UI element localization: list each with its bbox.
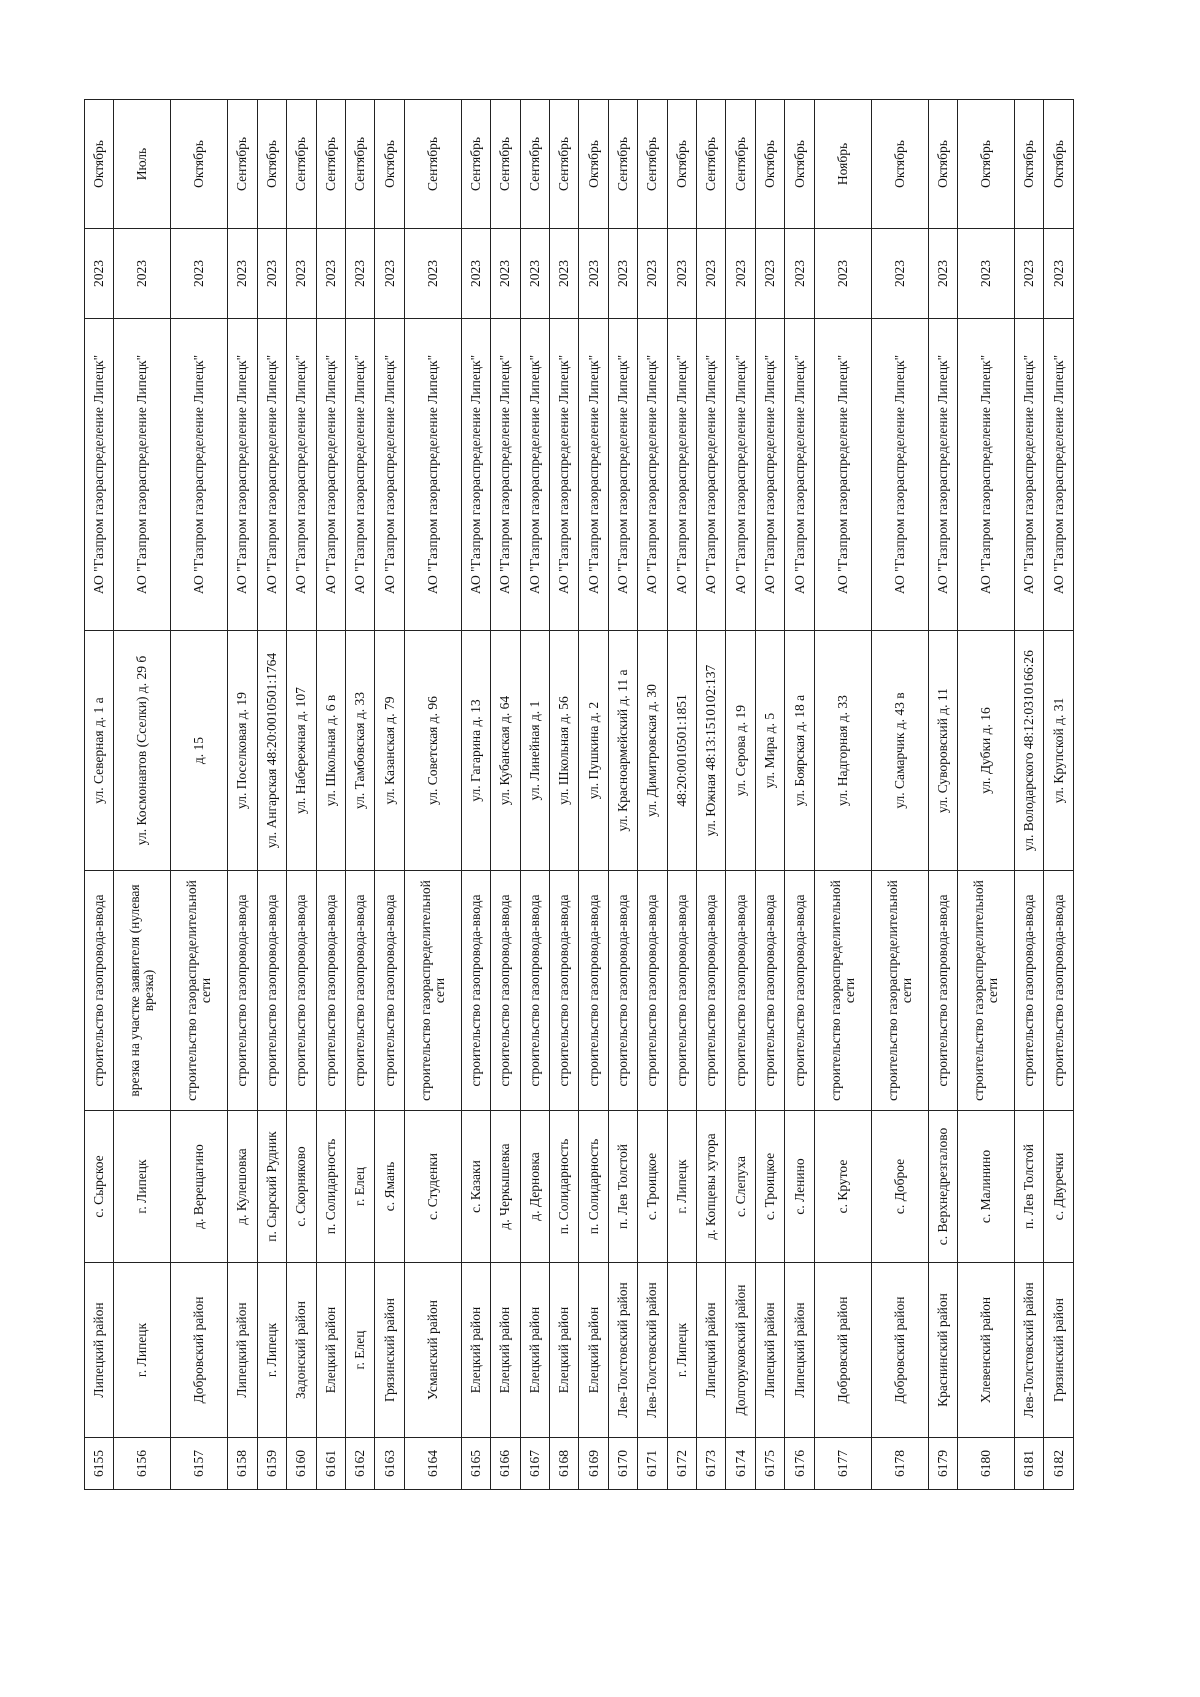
address-cell: ул. Школьная д. 6 в — [316, 631, 345, 871]
month-cell: Сентябрь — [461, 100, 490, 229]
gas-connection-table — [84, 99, 1074, 1490]
address-cell: ул. Космонавтов (Сселки) д. 29 б — [114, 631, 171, 871]
table-row — [579, 100, 608, 1490]
month-cell: Сентябрь — [697, 100, 726, 229]
row-number-cell: 6169 — [579, 1438, 608, 1490]
month-cell: Сентябрь — [549, 100, 578, 229]
year-cell: 2023 — [928, 229, 957, 319]
month-cell: Октябрь — [667, 100, 696, 229]
row-number-cell: 6181 — [1014, 1438, 1043, 1490]
row-number-cell: 6155 — [85, 1438, 114, 1490]
district-cell: Липецкий район — [785, 1263, 814, 1438]
month-cell: Октябрь — [957, 100, 1014, 229]
year-cell: 2023 — [1014, 229, 1043, 319]
organization-cell: АО "Газпром газораспределение Липецк" — [287, 319, 316, 631]
table-row — [171, 100, 228, 1490]
address-cell: ул. Советская д. 96 — [404, 631, 461, 871]
row-number-cell: 6170 — [608, 1438, 637, 1490]
address-cell: ул. Боярская д. 18 а — [785, 631, 814, 871]
row-number-cell: 6182 — [1044, 1438, 1074, 1490]
month-cell: Октябрь — [928, 100, 957, 229]
district-cell: Липецкий район — [228, 1263, 257, 1438]
work-type-cell: строительство газопровода-ввода — [755, 871, 784, 1111]
month-cell: Октябрь — [579, 100, 608, 229]
row-number-cell: 6158 — [228, 1438, 257, 1490]
table-row — [871, 100, 928, 1490]
organization-cell: АО "Газпром газораспределение Липецк" — [726, 319, 755, 631]
table-row — [345, 100, 374, 1490]
table-row — [257, 100, 286, 1490]
row-number-cell: 6179 — [928, 1438, 957, 1490]
address-cell: ул. Володарского 48:12:0310166:26 — [1014, 631, 1043, 871]
locality-cell: с. Крутое — [814, 1111, 871, 1263]
district-cell: Елецкий район — [549, 1263, 578, 1438]
organization-cell: АО "Газпром газораспределение Липецк" — [785, 319, 814, 631]
district-cell: Липецкий район — [697, 1263, 726, 1438]
table-row — [928, 100, 957, 1490]
month-cell: Октябрь — [1044, 100, 1074, 229]
year-cell: 2023 — [520, 229, 549, 319]
year-cell: 2023 — [228, 229, 257, 319]
organization-cell: АО "Газпром газораспределение Липецк" — [755, 319, 784, 631]
month-cell: Сентябрь — [404, 100, 461, 229]
work-type-cell: строительство газопровода-ввода — [1014, 871, 1043, 1111]
district-cell: Елецкий район — [491, 1263, 520, 1438]
table-row — [491, 100, 520, 1490]
year-cell: 2023 — [316, 229, 345, 319]
locality-cell: г. Липецк — [114, 1111, 171, 1263]
month-cell: Сентябрь — [316, 100, 345, 229]
month-cell: Октябрь — [755, 100, 784, 229]
address-cell: ул. Крупской д. 31 — [1044, 631, 1074, 871]
district-cell: Липецкий район — [85, 1263, 114, 1438]
work-type-cell: строительство газораспределительной сети — [871, 871, 928, 1111]
organization-cell: АО "Газпром газораспределение Липецк" — [1014, 319, 1043, 631]
work-type-cell: строительство газораспределительной сети — [814, 871, 871, 1111]
table-row — [520, 100, 549, 1490]
month-cell: Сентябрь — [520, 100, 549, 229]
organization-cell: АО "Газпром газораспределение Липецк" — [579, 319, 608, 631]
row-number-cell: 6162 — [345, 1438, 374, 1490]
row-number-cell: 6165 — [461, 1438, 490, 1490]
table-row — [638, 100, 667, 1490]
locality-cell: п. Лев Толстой — [608, 1111, 637, 1263]
address-cell: ул. Пушкина д. 2 — [579, 631, 608, 871]
organization-cell: АО "Газпром газораспределение Липецк" — [316, 319, 345, 631]
locality-cell: с. Студенки — [404, 1111, 461, 1263]
locality-cell: п. Сырский Рудник — [257, 1111, 286, 1263]
organization-cell: АО "Газпром газораспределение Липецк" — [638, 319, 667, 631]
work-type-cell: строительство газопровода-ввода — [726, 871, 755, 1111]
month-cell: Октябрь — [171, 100, 228, 229]
year-cell: 2023 — [85, 229, 114, 319]
row-number-cell: 6174 — [726, 1438, 755, 1490]
address-cell: ул. Школьная д. 56 — [549, 631, 578, 871]
district-cell: Усманский район — [404, 1263, 461, 1438]
locality-cell: г. Елец — [345, 1111, 374, 1263]
row-number-cell: 6164 — [404, 1438, 461, 1490]
locality-cell: с. Казаки — [461, 1111, 490, 1263]
district-cell: Липецкий район — [755, 1263, 784, 1438]
organization-cell: АО "Газпром газораспределение Липецк" — [928, 319, 957, 631]
table-row — [755, 100, 784, 1490]
locality-cell: г. Липецк — [667, 1111, 696, 1263]
address-cell: ул. Гагарина д. 13 — [461, 631, 490, 871]
locality-cell: п. Солидарность — [579, 1111, 608, 1263]
locality-cell: с. Верхнедрезгалово — [928, 1111, 957, 1263]
year-cell: 2023 — [697, 229, 726, 319]
address-cell: 48:20:0010501:1851 — [667, 631, 696, 871]
table-row — [461, 100, 490, 1490]
row-number-cell: 6161 — [316, 1438, 345, 1490]
month-cell: Сентябрь — [638, 100, 667, 229]
year-cell: 2023 — [957, 229, 1014, 319]
work-type-cell: строительство газопровода-ввода — [520, 871, 549, 1111]
row-number-cell: 6173 — [697, 1438, 726, 1490]
table-row — [404, 100, 461, 1490]
year-cell: 2023 — [638, 229, 667, 319]
year-cell: 2023 — [345, 229, 374, 319]
month-cell: Октябрь — [871, 100, 928, 229]
year-cell: 2023 — [491, 229, 520, 319]
month-cell: Сентябрь — [491, 100, 520, 229]
row-number-cell: 6157 — [171, 1438, 228, 1490]
month-cell: Октябрь — [785, 100, 814, 229]
work-type-cell: строительство газопровода-ввода — [287, 871, 316, 1111]
organization-cell: АО "Газпром газораспределение Липецк" — [549, 319, 578, 631]
organization-cell: АО "Газпром газораспределение Липецк" — [608, 319, 637, 631]
address-cell: ул. Красноармейский д. 11 а — [608, 631, 637, 871]
locality-cell: с. Ленино — [785, 1111, 814, 1263]
row-number-cell: 6156 — [114, 1438, 171, 1490]
address-cell: ул. Линейная д. 1 — [520, 631, 549, 871]
row-number-cell: 6163 — [375, 1438, 404, 1490]
locality-cell: д. Кулешовка — [228, 1111, 257, 1263]
table-body — [85, 100, 1074, 1490]
month-cell: Сентябрь — [608, 100, 637, 229]
address-cell: ул. Кубанская д. 64 — [491, 631, 520, 871]
month-cell: Ноябрь — [814, 100, 871, 229]
row-number-cell: 6160 — [287, 1438, 316, 1490]
row-number-cell: 6168 — [549, 1438, 578, 1490]
organization-cell: АО "Газпром газораспределение Липецк" — [85, 319, 114, 631]
district-cell: Краснинский район — [928, 1263, 957, 1438]
row-number-cell: 6180 — [957, 1438, 1014, 1490]
month-cell: Октябрь — [85, 100, 114, 229]
organization-cell: АО "Газпром газораспределение Липецк" — [520, 319, 549, 631]
district-cell: г. Липецк — [667, 1263, 696, 1438]
organization-cell: АО "Газпром газораспределение Липецк" — [697, 319, 726, 631]
month-cell: Сентябрь — [287, 100, 316, 229]
organization-cell: АО "Газпром газораспределение Липецк" — [404, 319, 461, 631]
year-cell: 2023 — [375, 229, 404, 319]
address-cell: ул. Южная 48:13:1510102:137 — [697, 631, 726, 871]
district-cell: Добровский район — [814, 1263, 871, 1438]
month-cell: Октябрь — [1014, 100, 1043, 229]
district-cell: Добровский район — [171, 1263, 228, 1438]
address-cell: ул. Набережная д. 107 — [287, 631, 316, 871]
table-row — [957, 100, 1014, 1490]
organization-cell: АО "Газпром газораспределение Липецк" — [345, 319, 374, 631]
year-cell: 2023 — [785, 229, 814, 319]
district-cell: Грязинский район — [375, 1263, 404, 1438]
locality-cell: с. Троицкое — [755, 1111, 784, 1263]
district-cell: г. Липецк — [114, 1263, 171, 1438]
work-type-cell: строительство газопровода-ввода — [257, 871, 286, 1111]
address-cell: ул. Северная д. 1 а — [85, 631, 114, 871]
work-type-cell: строительство газопровода-ввода — [667, 871, 696, 1111]
year-cell: 2023 — [579, 229, 608, 319]
address-cell: ул. Димитровская д. 30 — [638, 631, 667, 871]
locality-cell: п. Лев Толстой — [1014, 1111, 1043, 1263]
table-row — [785, 100, 814, 1490]
work-type-cell: строительство газопровода-ввода — [549, 871, 578, 1111]
work-type-cell: строительство газораспределительной сети — [171, 871, 228, 1111]
year-cell: 2023 — [257, 229, 286, 319]
address-cell: ул. Надгорная д. 33 — [814, 631, 871, 871]
table-row — [1044, 100, 1074, 1490]
district-cell: Елецкий район — [461, 1263, 490, 1438]
organization-cell: АО "Газпром газораспределение Липецк" — [491, 319, 520, 631]
year-cell: 2023 — [461, 229, 490, 319]
work-type-cell: строительство газопровода-ввода — [491, 871, 520, 1111]
table-row — [667, 100, 696, 1490]
address-cell: ул. Серова д. 19 — [726, 631, 755, 871]
district-cell: Добровский район — [871, 1263, 928, 1438]
row-number-cell: 6159 — [257, 1438, 286, 1490]
address-cell: ул. Дубки д. 16 — [957, 631, 1014, 871]
locality-cell: д. Копцевы хутора — [697, 1111, 726, 1263]
month-cell: Июль — [114, 100, 171, 229]
year-cell: 2023 — [608, 229, 637, 319]
year-cell: 2023 — [549, 229, 578, 319]
month-cell: Сентябрь — [345, 100, 374, 229]
year-cell: 2023 — [755, 229, 784, 319]
address-cell: д. 15 — [171, 631, 228, 871]
year-cell: 2023 — [287, 229, 316, 319]
month-cell: Сентябрь — [726, 100, 755, 229]
work-type-cell: строительство газораспределительной сети — [404, 871, 461, 1111]
work-type-cell: строительство газопровода-ввода — [85, 871, 114, 1111]
work-type-cell: строительство газопровода-ввода — [375, 871, 404, 1111]
organization-cell: АО "Газпром газораспределение Липецк" — [171, 319, 228, 631]
work-type-cell: строительство газопровода-ввода — [345, 871, 374, 1111]
year-cell: 2023 — [814, 229, 871, 319]
organization-cell: АО "Газпром газораспределение Липецк" — [228, 319, 257, 631]
locality-cell: п. Солидарность — [316, 1111, 345, 1263]
district-cell: г. Елец — [345, 1263, 374, 1438]
table-row — [549, 100, 578, 1490]
table-row — [1014, 100, 1043, 1490]
table-row — [726, 100, 755, 1490]
address-cell: ул. Тамбовская д. 33 — [345, 631, 374, 871]
table-row — [697, 100, 726, 1490]
table-row — [316, 100, 345, 1490]
district-cell: Лев-Толстовский район — [608, 1263, 637, 1438]
table-row — [114, 100, 171, 1490]
organization-cell: АО "Газпром газораспределение Липецк" — [114, 319, 171, 631]
year-cell: 2023 — [667, 229, 696, 319]
table-row — [814, 100, 871, 1490]
work-type-cell: врезка на участке заявителя (нулевая врезка) — [114, 871, 171, 1111]
district-cell: г. Липецк — [257, 1263, 286, 1438]
row-number-cell: 6175 — [755, 1438, 784, 1490]
organization-cell: АО "Газпром газораспределение Липецк" — [375, 319, 404, 631]
locality-cell: с. Троицкое — [638, 1111, 667, 1263]
year-cell: 2023 — [114, 229, 171, 319]
work-type-cell: строительство газопровода-ввода — [579, 871, 608, 1111]
rotated-table-wrapper — [84, 100, 1074, 1490]
row-number-cell: 6172 — [667, 1438, 696, 1490]
locality-cell: п. Солидарность — [549, 1111, 578, 1263]
district-cell: Долгоруковский район — [726, 1263, 755, 1438]
locality-cell: д. Дерновка — [520, 1111, 549, 1263]
year-cell: 2023 — [726, 229, 755, 319]
work-type-cell: строительство газопровода-ввода — [785, 871, 814, 1111]
address-cell: ул. Казанская д. 79 — [375, 631, 404, 871]
address-cell: ул. Суворовский д. 11 — [928, 631, 957, 871]
organization-cell: АО "Газпром газораспределение Липецк" — [667, 319, 696, 631]
organization-cell: АО "Газпром газораспределение Липецк" — [814, 319, 871, 631]
row-number-cell: 6166 — [491, 1438, 520, 1490]
district-cell: Лев-Толстовский район — [638, 1263, 667, 1438]
organization-cell: АО "Газпром газораспределение Липецк" — [257, 319, 286, 631]
month-cell: Октябрь — [375, 100, 404, 229]
work-type-cell: строительство газопровода-ввода — [461, 871, 490, 1111]
row-number-cell: 6167 — [520, 1438, 549, 1490]
district-cell: Хлевенский район — [957, 1263, 1014, 1438]
district-cell: Лев-Толстовский район — [1014, 1263, 1043, 1438]
work-type-cell: строительство газопровода-ввода — [697, 871, 726, 1111]
table-row — [608, 100, 637, 1490]
month-cell: Октябрь — [257, 100, 286, 229]
locality-cell: с. Ямань — [375, 1111, 404, 1263]
district-cell: Задонский район — [287, 1263, 316, 1438]
locality-cell: с. Двуречки — [1044, 1111, 1074, 1263]
locality-cell: с. Сырское — [85, 1111, 114, 1263]
month-cell: Сентябрь — [228, 100, 257, 229]
address-cell: ул. Мира д. 5 — [755, 631, 784, 871]
organization-cell: АО "Газпром газораспределение Липецк" — [957, 319, 1014, 631]
year-cell: 2023 — [1044, 229, 1074, 319]
address-cell: ул. Поселковая д. 19 — [228, 631, 257, 871]
organization-cell: АО "Газпром газораспределение Липецк" — [1044, 319, 1074, 631]
row-number-cell: 6176 — [785, 1438, 814, 1490]
district-cell: Елецкий район — [316, 1263, 345, 1438]
locality-cell: д. Черкышевка — [491, 1111, 520, 1263]
work-type-cell: строительство газопровода-ввода — [1044, 871, 1074, 1111]
district-cell: Елецкий район — [520, 1263, 549, 1438]
address-cell: ул. Ангарская 48:20:0010501:1764 — [257, 631, 286, 871]
work-type-cell: строительство газопровода-ввода — [608, 871, 637, 1111]
organization-cell: АО "Газпром газораспределение Липецк" — [871, 319, 928, 631]
year-cell: 2023 — [171, 229, 228, 319]
locality-cell: с. Скорняково — [287, 1111, 316, 1263]
table-row — [287, 100, 316, 1490]
row-number-cell: 6178 — [871, 1438, 928, 1490]
work-type-cell: строительство газопровода-ввода — [316, 871, 345, 1111]
organization-cell: АО "Газпром газораспределение Липецк" — [461, 319, 490, 631]
table-row — [375, 100, 404, 1490]
row-number-cell: 6177 — [814, 1438, 871, 1490]
table-row — [85, 100, 114, 1490]
locality-cell: д. Верещагино — [171, 1111, 228, 1263]
table-row — [228, 100, 257, 1490]
work-type-cell: строительство газораспределительной сети — [957, 871, 1014, 1111]
district-cell: Елецкий район — [579, 1263, 608, 1438]
year-cell: 2023 — [404, 229, 461, 319]
year-cell: 2023 — [871, 229, 928, 319]
work-type-cell: строительство газопровода-ввода — [228, 871, 257, 1111]
district-cell: Грязинский район — [1044, 1263, 1074, 1438]
work-type-cell: строительство газопровода-ввода — [638, 871, 667, 1111]
work-type-cell: строительство газопровода-ввода — [928, 871, 957, 1111]
locality-cell: с. Слепуха — [726, 1111, 755, 1263]
address-cell: ул. Самарчик д. 43 в — [871, 631, 928, 871]
locality-cell: с. Малинино — [957, 1111, 1014, 1263]
row-number-cell: 6171 — [638, 1438, 667, 1490]
locality-cell: с. Доброе — [871, 1111, 928, 1263]
